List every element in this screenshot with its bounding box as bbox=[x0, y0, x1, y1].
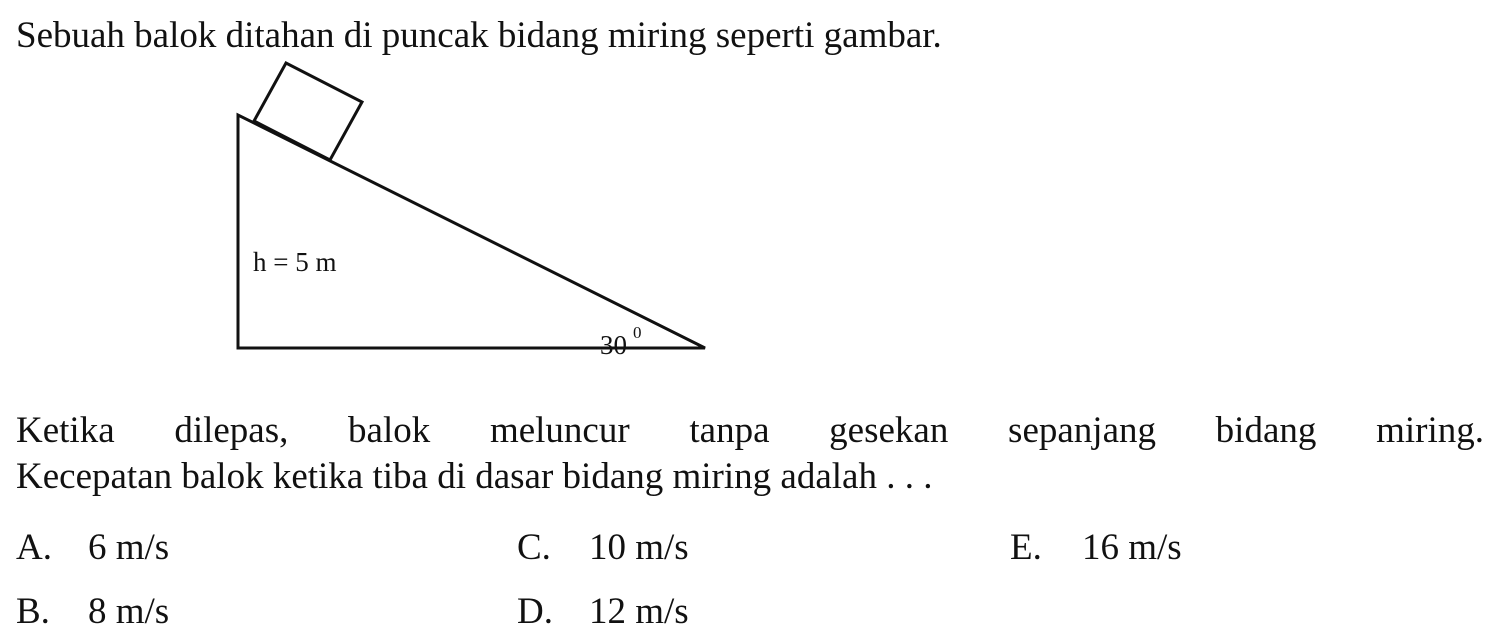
height-label: h = 5 m bbox=[253, 247, 337, 277]
option-d[interactable] bbox=[517, 590, 689, 634]
question-intro: Sebuah balok ditahan di puncak bidang miring seperti gambar. bbox=[16, 15, 942, 56]
angle-label: 30 bbox=[600, 330, 627, 360]
option-e-text: 16 m/s bbox=[1082, 527, 1182, 568]
option-e[interactable] bbox=[1010, 526, 1182, 570]
question-stem-line-1: Ketika dilepas, balok meluncur tanpa gesekan sepanjang bidang miring. bbox=[16, 410, 1484, 451]
option-c-letter: C. bbox=[517, 527, 551, 568]
option-b-letter: B. bbox=[16, 591, 50, 632]
option-d-text: 12 m/s bbox=[589, 591, 689, 632]
option-b-text: 8 m/s bbox=[88, 591, 170, 632]
question-stem bbox=[16, 408, 1484, 500]
question-stem-line-2: Kecepatan balok ketika tiba di dasar bidang miring adalah . . . bbox=[16, 456, 933, 497]
option-a[interactable] bbox=[16, 526, 169, 570]
block-on-incline bbox=[254, 63, 362, 160]
option-b[interactable] bbox=[16, 590, 169, 634]
angle-degree-mark: 0 bbox=[633, 323, 642, 342]
option-a-letter: A. bbox=[16, 527, 52, 568]
option-d-letter: D. bbox=[517, 591, 553, 632]
option-c[interactable] bbox=[517, 526, 689, 570]
option-a-text: 6 m/s bbox=[88, 527, 170, 568]
option-e-letter: E. bbox=[1010, 527, 1042, 568]
option-c-text: 10 m/s bbox=[589, 527, 689, 568]
